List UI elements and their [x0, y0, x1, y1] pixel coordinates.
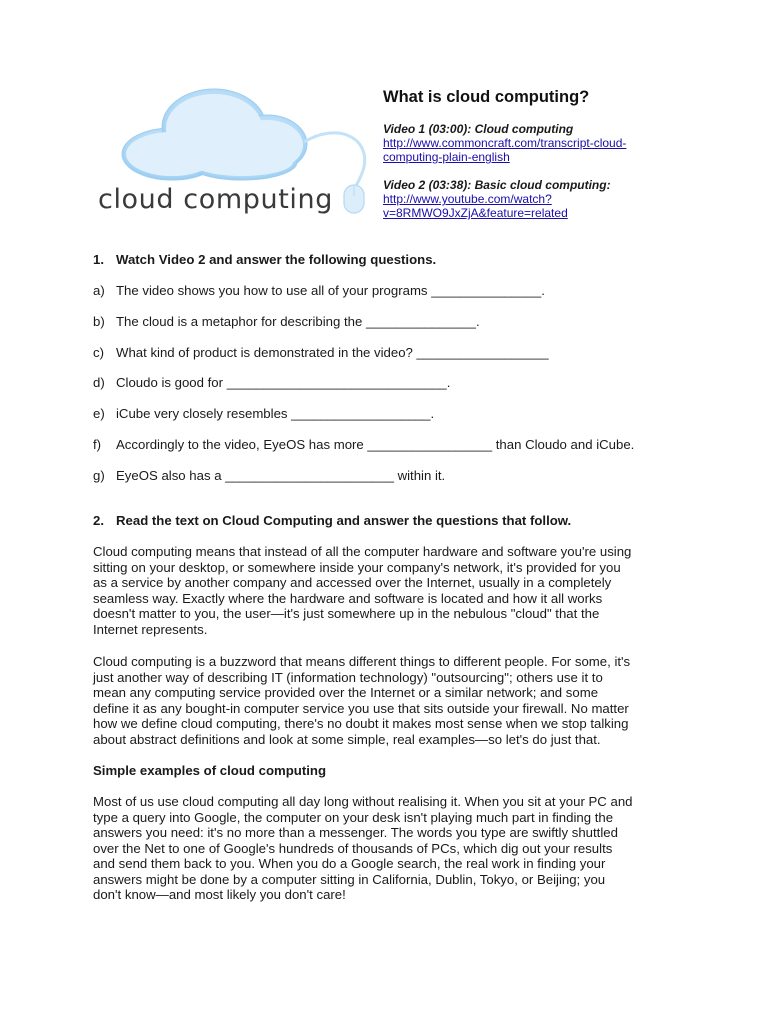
question-a: a) The video shows you how to use all of your programs _______________.	[93, 283, 545, 298]
question-d: d) Cloudo is good for ______________________________.	[93, 375, 451, 390]
section1-heading: 1. Watch Video 2 and answer the following questions.	[93, 252, 437, 267]
logo-wordmark: cloud computing	[98, 184, 333, 215]
paragraph-1: Cloud computing means that instead of all the computer hardware and software you're using sitting on your desktop, or somewhere inside your company's network, it's provided for you as a service by another company and accessed over the Internet, usually in a completely seamless way. Exactly where the hardware and software is located and how it all works doesn't matter to you, the user—it's just somewhere up in the nebulous "cloud" that the Internet represents.	[93, 544, 632, 637]
mouse-icon	[344, 185, 364, 213]
video1-link[interactable]: http://www.commoncraft.com/transcript-cloud-	[383, 136, 627, 150]
question-g: g) EyeOS also has a _______________________ within it.	[93, 468, 446, 483]
examples-subheading: Simple examples of cloud computing	[93, 763, 327, 778]
video1-link-cont[interactable]: computing-plain-english	[383, 150, 510, 164]
paragraph-3: Most of us use cloud computing all day long without realising it. When you sit at your PC and type a query into Google, the computer on your desk isn't playing much part in finding the answers you need: it's no more than a messenger. The words you type are swiftly shuttled over the Net to one of Google's hundreds of thousands of PCs, which dig out your results and send them back to you. When you do a Google search, the real work in finding your answers might be done by a computer sitting in California, Dublin, Tokyo, or Beijing; you don't know—and most likely you don't care!	[93, 794, 633, 902]
question-e: e) iCube very closely resembles ___________________.	[93, 406, 435, 421]
section2-heading: 2. Read the text on Cloud Computing and answer the questions that follow.	[93, 513, 572, 528]
video1-label: Video 1 (03:00): Cloud computing	[383, 122, 574, 136]
page-title: What is cloud computing?	[383, 88, 590, 106]
video1-block	[383, 122, 626, 164]
video2-link[interactable]: http://www.youtube.com/watch?	[383, 192, 552, 206]
paragraph-2: Cloud computing is a buzzword that means different things to different people. For some, it's just another way of describing IT (information technology) "outsourcing"; others use it to mean any computing service provided over the Internet or a similar network; and some define it as any bought-in computer service you use that sits outside your firewall. No matter how we define cloud computing, there's no doubt it makes most sense when we stop talking about abstract definitions and look at some simple, real examples—so let's do just that.	[93, 654, 631, 747]
cloud-computing-logo	[92, 82, 374, 232]
question-f: f) Accordingly to the video, EyeOS has more _________________ than Cloudo and iCube.	[93, 437, 635, 452]
question-b: b) The cloud is a metaphor for describing the _______________.	[93, 314, 480, 329]
video2-label: Video 2 (03:38): Basic cloud computing:	[383, 178, 611, 192]
video2-link-cont[interactable]: v=8RMWO9JxZjA&feature=related	[383, 206, 568, 220]
video2-block	[383, 178, 611, 220]
question-c: c) What kind of product is demonstrated in the video? __________________	[93, 345, 549, 360]
